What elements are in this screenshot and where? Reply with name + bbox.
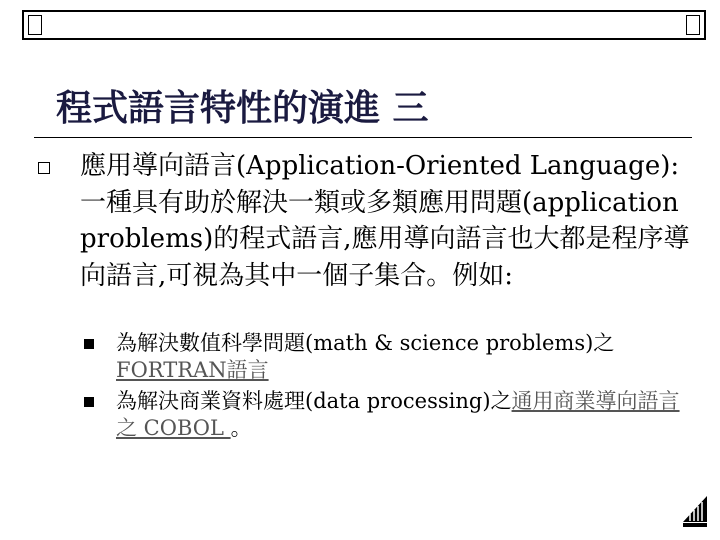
slide-title: 程式語言特性的演進 三 — [56, 88, 429, 129]
sub-bullet-list — [80, 330, 680, 446]
list-item — [80, 388, 680, 442]
top-frame-bar — [22, 10, 706, 40]
frame-square-right — [686, 15, 700, 35]
publisher-logo-icon — [680, 492, 710, 528]
main-paragraph: 應用導向語言(Application-Oriented Language):一種具有助於解決一類或多類應用問題(application problems)的程式語言,應用導向語言也大都是程序導向語言,可視為其中一個子集合。例如: — [80, 151, 690, 291]
sub-item-text: 為解決商業資料處理(data processing)之 — [116, 389, 512, 413]
frame-square-left — [28, 15, 42, 35]
sub-item-text: 為解決數值科學問題(math & science problems)之 — [116, 331, 615, 355]
sub-item-suffix: 。 — [230, 416, 252, 440]
title-divider — [34, 137, 692, 138]
highlight-link[interactable]: 通用商業導向語言之 COBOL — [116, 389, 680, 440]
hollow-square-bullet-icon — [38, 162, 50, 174]
filled-square-bullet-icon — [84, 339, 94, 349]
list-item — [80, 330, 680, 384]
filled-square-bullet-icon — [84, 397, 94, 407]
highlight-link[interactable]: FORTRAN語言 — [116, 358, 269, 382]
